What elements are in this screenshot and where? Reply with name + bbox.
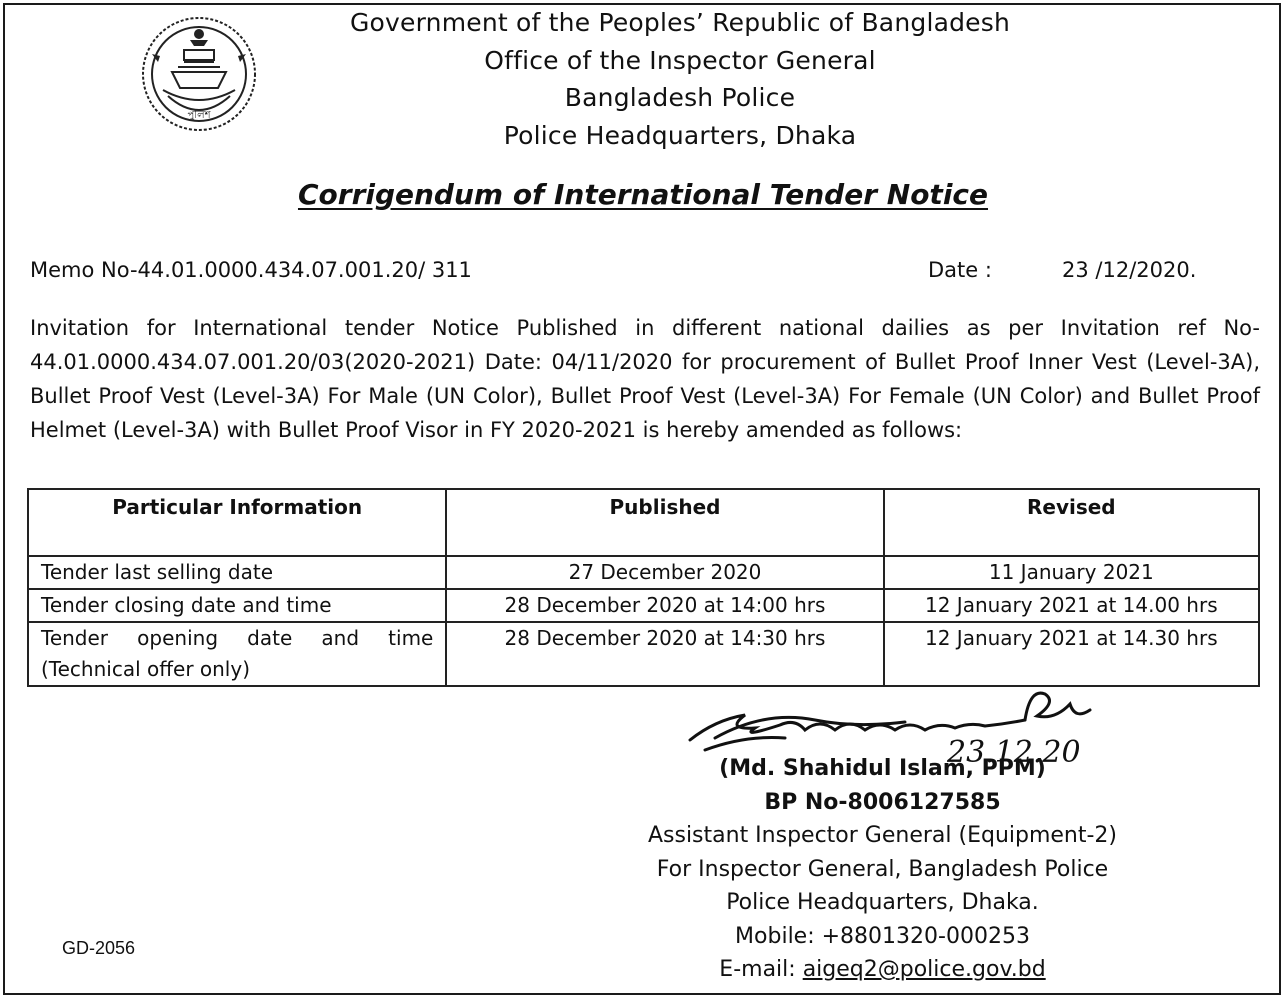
table-row bbox=[28, 556, 1259, 589]
intro-paragraph: Invitation for International tender Notice Published in different national dailies as per Invitation ref No-44.01.0000.434.07.001.20/03(2020-2021) Date: 04/11/2020 for procurement of Bullet Proof Inner Vest (Level-3A), Bullet Proof Vest (Level-3A) For Male (UN Color), Bullet Proof Vest (Level-3A) For Female (UN Color) and Bullet Proof Helmet (Level-3A) with Bullet Proof Visor in FY 2020-2021 is hereby amended as follows: bbox=[30, 316, 1260, 442]
table-cell-particular: Tender last selling date bbox=[28, 556, 446, 589]
email-address: aigeq2@police.gov.bd bbox=[802, 957, 1046, 982]
signature-block bbox=[560, 752, 1205, 987]
notice-title: Corrigendum of International Tender Notice bbox=[297, 178, 989, 211]
date-label: Date : bbox=[928, 258, 992, 282]
handwritten-date: 23.12.20 bbox=[947, 735, 1081, 770]
table-cell-published: 27 December 2020 bbox=[446, 556, 883, 589]
signatory-email-line bbox=[560, 953, 1205, 987]
table-header-published: Published bbox=[446, 489, 883, 556]
memo-number: Memo No-44.01.0000.434.07.001.20/ 311 bbox=[30, 258, 472, 282]
table-cell-published: 28 December 2020 at 14:00 hrs bbox=[446, 589, 883, 622]
table-cell-particular: Tender closing date and time bbox=[28, 589, 446, 622]
emblem-text: পুলিশ bbox=[187, 110, 211, 121]
footer-code: GD-2056 bbox=[62, 938, 136, 958]
table-row bbox=[28, 589, 1259, 622]
table-cell-particular: Tender opening date and time (Technical offer only) bbox=[28, 622, 446, 686]
signatory-office: Police Headquarters, Dhaka. bbox=[726, 890, 1039, 915]
email-label: E-mail: bbox=[719, 957, 803, 982]
signatory-designation: Assistant Inspector General (Equipment-2) bbox=[647, 823, 1118, 848]
table-header-particular: Particular Information bbox=[28, 489, 446, 556]
bangladesh-police-emblem-icon bbox=[138, 12, 260, 134]
table-header-row bbox=[28, 489, 1259, 556]
signatory-name: (Md. Shahidul Islam, PPM) bbox=[719, 756, 1046, 781]
letterhead-line-4: Police Headquarters, Dhaka bbox=[503, 120, 857, 150]
table-cell-published: 28 December 2020 at 14:30 hrs bbox=[446, 622, 883, 686]
table-cell-revised: 11 January 2021 bbox=[884, 556, 1259, 589]
letterhead-line-2: Office of the Inspector General bbox=[484, 45, 876, 75]
amendment-table bbox=[27, 488, 1260, 687]
letterhead-line-3: Bangladesh Police bbox=[564, 83, 796, 112]
table-header-revised: Revised bbox=[884, 489, 1259, 556]
letterhead bbox=[250, 4, 1110, 154]
table-row bbox=[28, 622, 1259, 686]
bp-number: BP No-8006127585 bbox=[764, 789, 1001, 815]
signatory-for-line: For Inspector General, Bangladesh Police bbox=[656, 856, 1109, 882]
date-value: 23 /12/2020. bbox=[1062, 258, 1197, 282]
signatory-mobile: Mobile: +8801320-000253 bbox=[735, 923, 1030, 949]
table-cell-revised: 12 January 2021 at 14.00 hrs bbox=[884, 589, 1259, 622]
table-cell-revised: 12 January 2021 at 14.30 hrs bbox=[884, 622, 1259, 686]
letterhead-line-1: Government of the Peoples’ Republic of Bangladesh bbox=[349, 8, 1011, 37]
